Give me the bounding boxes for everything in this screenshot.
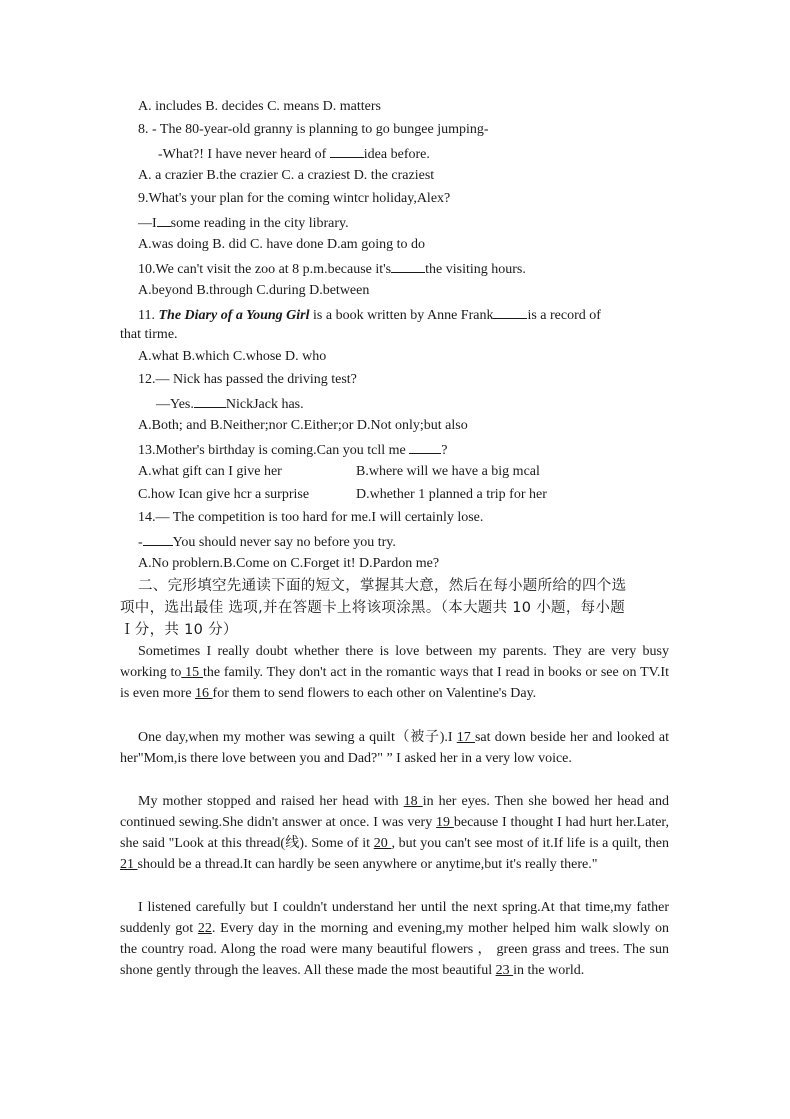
q14-line2: - You should never say no before you try. — [138, 532, 396, 552]
answer-blank — [493, 305, 527, 319]
q9-line2: —I some reading in the city library. — [138, 213, 349, 233]
q14-stem: 14.— The competition is too hard for me.I will certainly lose. — [138, 510, 484, 525]
answer-blank — [143, 532, 173, 546]
passage-paragraph-4: I listened carefully but I couldn't understand her until the next spring.At that time,my father suddenly got 22. Every day in the morning and evening,my mother helped him walk slowly on the country road. Along the road were many beautiful flowers ， green grass and trees. The sun shone gently through the leaves. All these made the most beautiful 23 in the world. — [120, 900, 669, 978]
q8-stem: 8. - The 80-year-old granny is planning to go bungee jumping- — [138, 122, 489, 137]
q13-option-d: D.whether 1 planned a trip for her — [356, 487, 547, 502]
q13-option-c: C.how Ican give hcr a surprise — [138, 487, 310, 502]
q11-stem-cont: that tirme. — [120, 327, 178, 342]
section-heading-line3: Ｉ分，共 10 分） — [120, 622, 238, 638]
q9-stem: 9.What's your plan for the coming wintcr holiday,Alex? — [138, 191, 451, 206]
passage-paragraph-1: Sometimes I really doubt whether there is love between my parents. They are very busy working to 15 the family. They don't act in the romantic ways that I read in books or see on TV.It is even more 16 for them to send flowers to each other on Valentine's Day. — [120, 644, 669, 701]
q7-options: A. includes B. decides C. means D. matters — [138, 99, 382, 114]
blank-22: 22 — [197, 921, 212, 936]
blank-20: 20 — [373, 836, 392, 851]
q13-stem: 13.Mother's birthday is coming.Can you tcll me ? — [138, 440, 447, 460]
blank-16: 16 — [195, 686, 213, 701]
q13-option-a: A.what gift can I give her — [138, 464, 282, 479]
passage-paragraph-3: My mother stopped and raised her head with 18 in her eyes. Then she bowed her head and continued sewing.She didn't answer at once. I was very 19 because I thought I had hurt her.Later, she said "Look at this thread(线). Some of it 20 , but you can't see most of it.If life is a quilt, then 21 should be a thread.It can hardly be seen anywhere or anytime,but it's really there." — [120, 794, 670, 872]
q12-stem: 12.— Nick has passed the driving test? — [138, 372, 357, 387]
blank-17: 17 — [456, 730, 475, 745]
section-heading-line1: 二、完形填空先通读下面的短文，掌握其大意，然后在每小题所给的四个选 — [138, 578, 627, 594]
q11-stem: 11. The Diary of a Young Girl is a book written by Anne Frank is a record of — [138, 305, 601, 325]
blank-18: 18 — [403, 794, 423, 809]
q12-options: A.Both; and B.Neither;nor C.Either;or D.Not only;but also — [138, 418, 468, 433]
q12-line2: —Yes. NickJack has. — [156, 394, 304, 414]
q8-line2: -What?! I have never heard of idea before. — [158, 144, 430, 164]
q11-options: A.what B.which C.whose D. who — [138, 349, 327, 364]
q13-option-b: B.where will we have a big mcal — [356, 464, 540, 479]
q9-options: A.was doing B. did C. have done D.am going to do — [138, 237, 425, 252]
blank-21: 21 — [120, 857, 138, 872]
q10-stem: 10.We can't visit the zoo at 8 p.m.because it's the visiting hours. — [138, 259, 526, 279]
answer-blank — [194, 394, 226, 408]
q8-options: A. a crazier B.the crazier C. a craziest D. the craziest — [138, 168, 435, 183]
answer-blank — [330, 144, 364, 158]
passage-paragraph-2: One day,when my mother was sewing a quilt（被子).I 17 sat down beside her and looked at her"Mom,is there love between you and Dad?" ” I asked her in a very low voice. — [120, 730, 669, 766]
answer-blank — [409, 440, 441, 454]
blank-15: 15 — [181, 665, 203, 680]
book-title: The Diary of a Young Girl — [158, 308, 310, 323]
blank-23: 23 — [495, 963, 514, 978]
answer-blank — [157, 213, 171, 227]
section-heading-line2: 项中，选出最佳 选项,并在答题卡上将该项涂黑。（本大题共 10 小题，每小题 — [120, 600, 626, 616]
q14-options: A.No problern.B.Come on C.Forget it! D.Pardon me? — [138, 556, 440, 571]
blank-19: 19 — [436, 815, 454, 830]
answer-blank — [391, 259, 425, 273]
q10-options: A.beyond B.through C.during D.between — [138, 283, 370, 298]
